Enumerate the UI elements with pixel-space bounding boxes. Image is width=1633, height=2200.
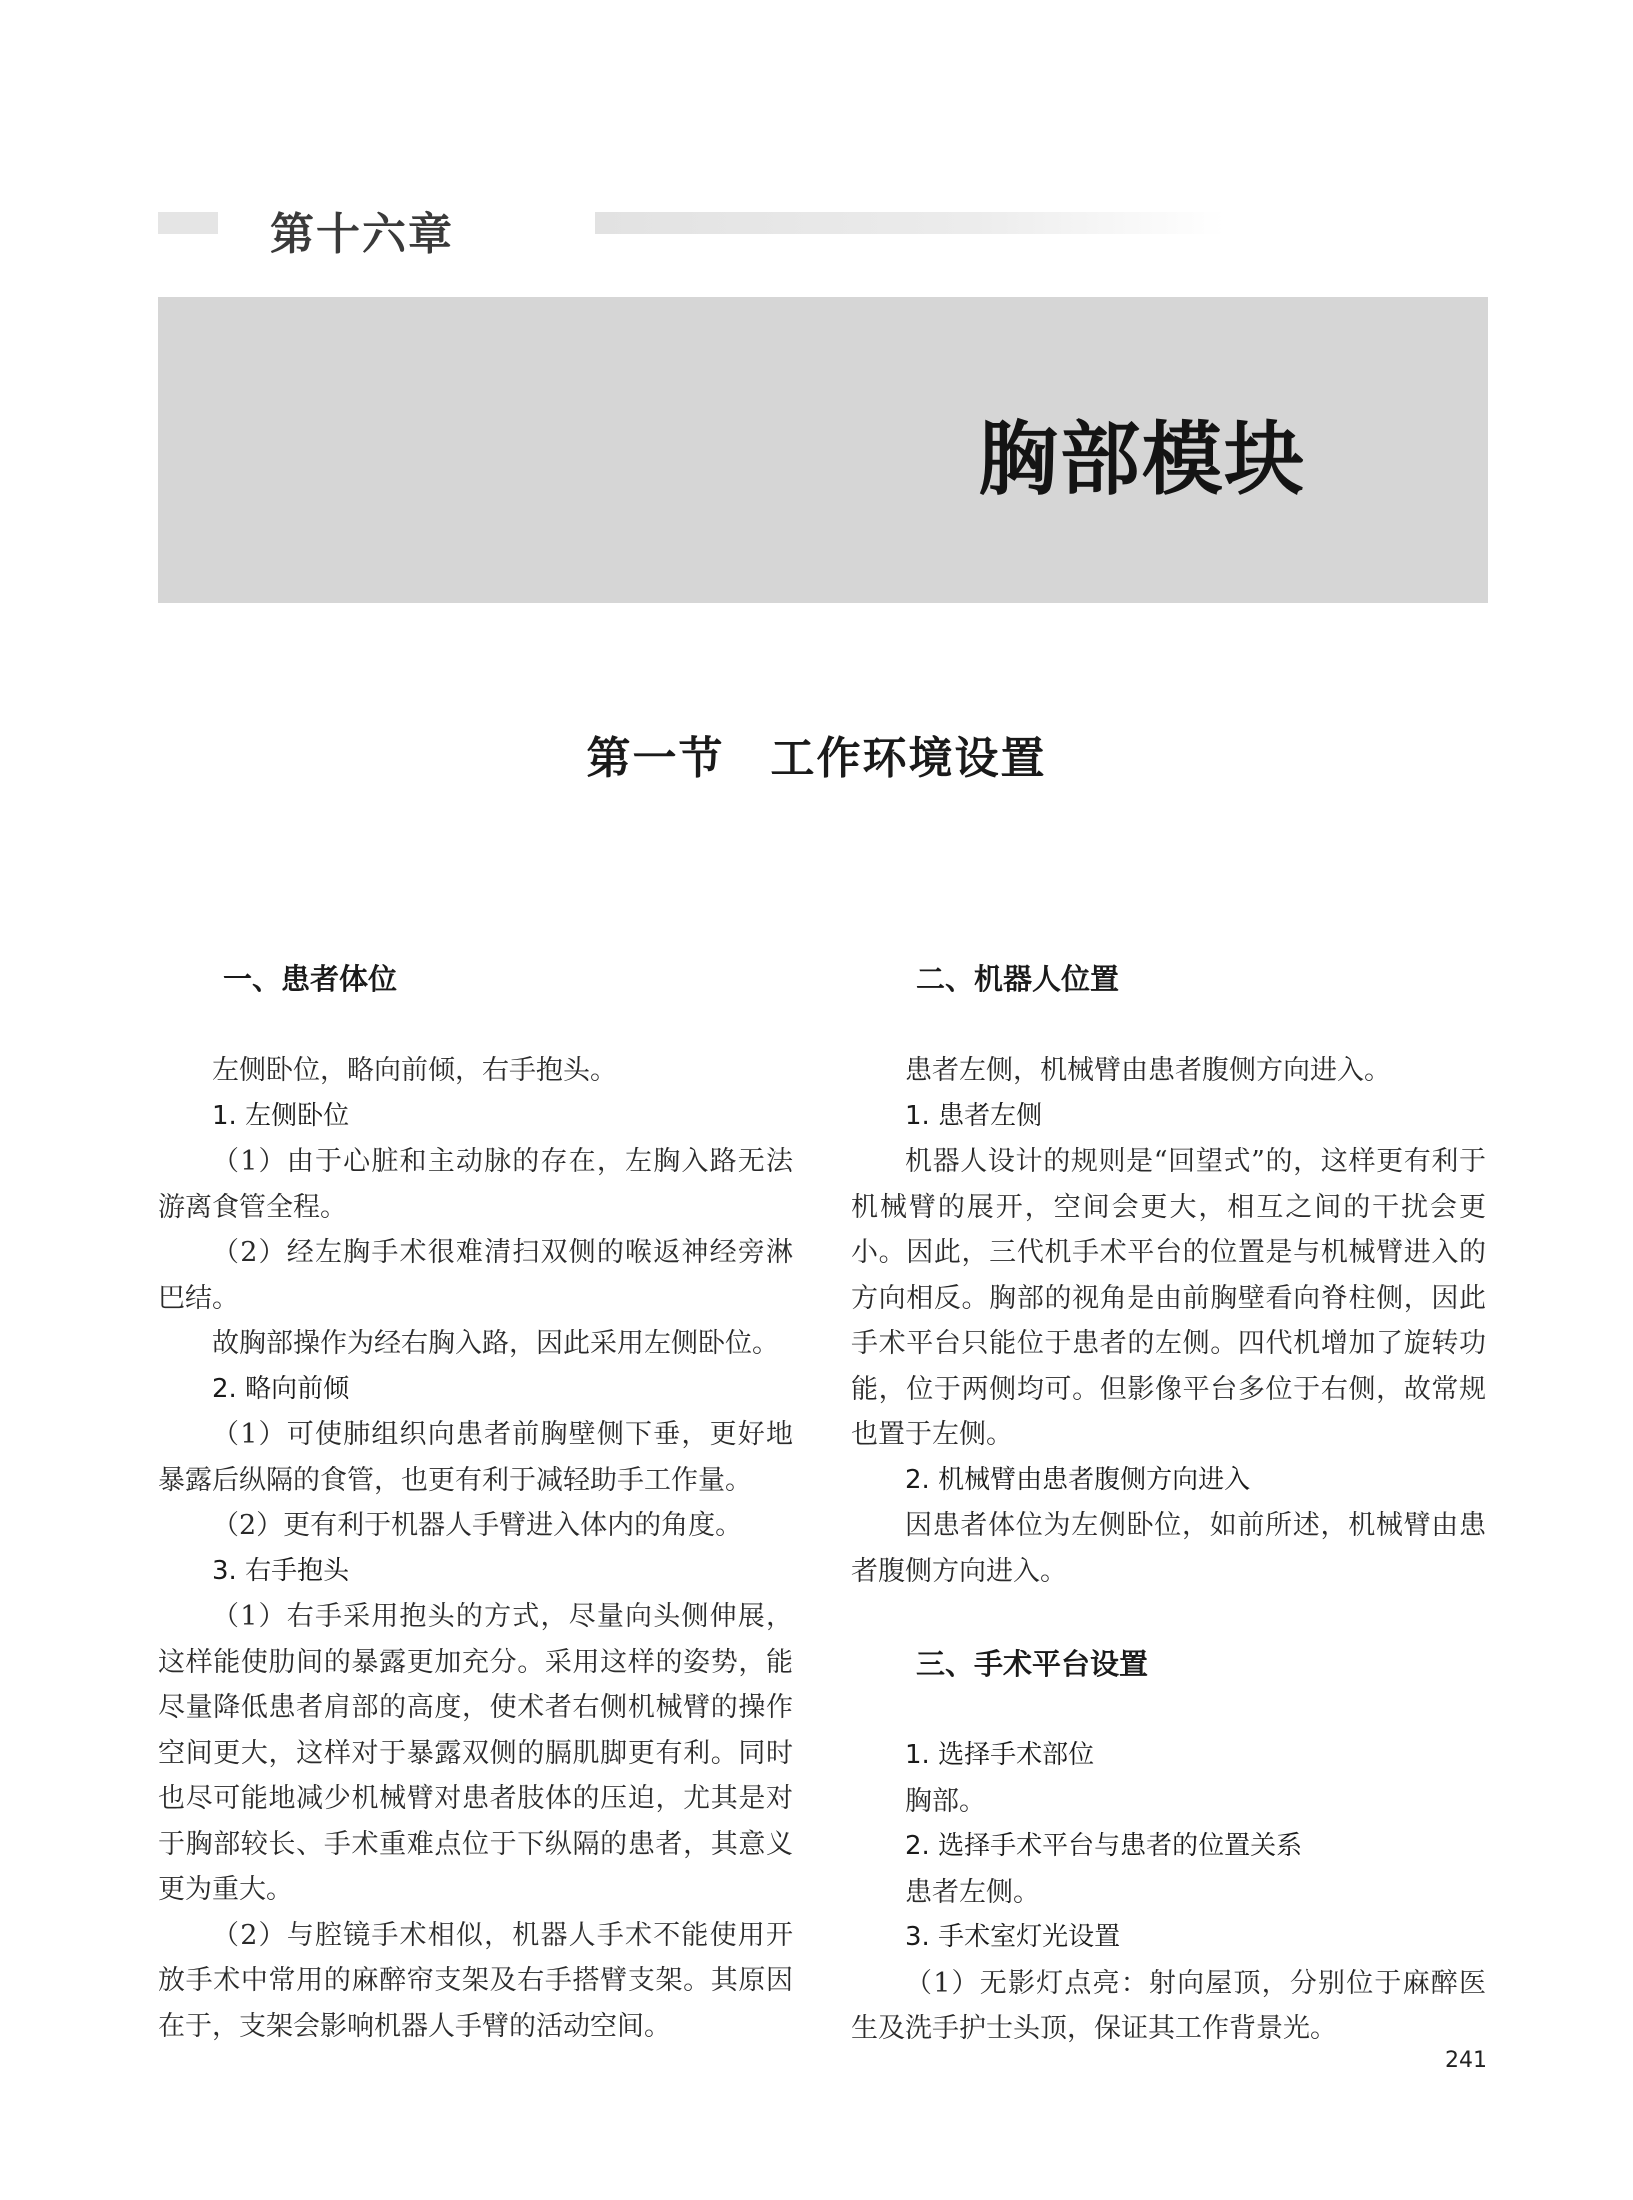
- section-heading-robot-position: 二、机器人位置: [916, 962, 1120, 996]
- paragraph: 故胸部操作为经右胸入路，因此采用左侧卧位。: [212, 1328, 779, 1359]
- chapter-header: [158, 206, 1488, 260]
- paragraph: （2）经左胸手术很难清扫双侧的喉返神经旁淋巴结。: [158, 1237, 793, 1314]
- paragraph: （1）无影灯点亮：射向屋顶，分别位于麻醉医生及洗手护士头顶，保证其工作背景光。: [851, 1967, 1486, 2044]
- decorative-bar-left: [158, 212, 218, 234]
- subheading: 1. 选择手术部位: [905, 1740, 1095, 1770]
- paragraph: （1）由于心脏和主动脉的存在，左胸入路无法游离食管全程。: [158, 1146, 793, 1223]
- subheading: 1. 左侧卧位: [212, 1100, 350, 1131]
- right-column: [851, 945, 1486, 2052]
- paragraph: （1）右手采用抱头的方式，尽量向头侧伸展，这样能使肋间的暴露更加充分。采用这样的姿势，能尽量降低患者肩部的高度，使术者右侧机械臂的操作空间更大，这样对于暴露双侧的膈肌脚更有利。同时也尽可能地减少机械臂对患者肢体的压迫，尤其是对于胸部较长、手术重难点位于下纵隔的患者，其意义更为重大。: [158, 1601, 793, 1905]
- spacer: [851, 1594, 1486, 1630]
- section-title: 第一节 工作环境设置: [586, 733, 1047, 784]
- section-heading-platform-setup: 三、手术平台设置: [916, 1647, 1149, 1681]
- paragraph: 胸部。: [905, 1785, 986, 1817]
- subheading: 3. 右手抱头: [212, 1555, 350, 1586]
- chapter-label: 第十六章: [270, 209, 454, 260]
- subheading: 2. 略向前倾: [212, 1373, 350, 1404]
- paragraph: 患者左侧，机械臂由患者腹侧方向进入。: [905, 1055, 1391, 1086]
- subheading: 3. 手术室灯光设置: [905, 1922, 1121, 1952]
- subheading: 1. 患者左侧: [905, 1100, 1043, 1131]
- chapter-title: 胸部模块: [978, 413, 1306, 506]
- paragraph: 因患者体位为左侧卧位，如前所述，机械臂由患者腹侧方向进入。: [851, 1510, 1486, 1587]
- paragraph: （1）可使肺组织向患者前胸壁侧下垂，更好地暴露后纵隔的食管，也更有利于减轻助手工作量。: [158, 1419, 793, 1496]
- paragraph: （2）更有利于机器人手臂进入体内的角度。: [212, 1510, 743, 1541]
- paragraph: 左侧卧位，略向前倾，右手抱头。: [212, 1055, 617, 1086]
- section-heading-patient-position: 一、患者体位: [223, 962, 398, 996]
- paragraph: 机器人设计的规则是“回望式”的，这样更有利于机械臂的展开，空间会更大，相互之间的干扰会更小。因此，三代机手术平台的位置是与机械臂进入的方向相反。胸部的视角是由前胸壁看向脊柱侧，因此手术平台只能位于患者的左侧。四代机增加了旋转功能，位于两侧均可。但影像平台多位于右侧，故常规也置于左侧。: [851, 1146, 1486, 1450]
- subheading: 2. 选择手术平台与患者的位置关系: [905, 1831, 1303, 1861]
- page-number: 241: [1445, 2048, 1487, 2073]
- left-column: [158, 945, 793, 2049]
- chapter-title-band: [158, 297, 1488, 603]
- paragraph: （2）与腔镜手术相似，机器人手术不能使用开放手术中常用的麻醉帘支架及右手搭臂支架。其原因在于，支架会影响机器人手臂的活动空间。: [158, 1919, 793, 2042]
- subheading: 2. 机械臂由患者腹侧方向进入: [905, 1464, 1251, 1495]
- decorative-bar-right: [595, 212, 1225, 234]
- paragraph: 患者左侧。: [905, 1876, 1040, 1908]
